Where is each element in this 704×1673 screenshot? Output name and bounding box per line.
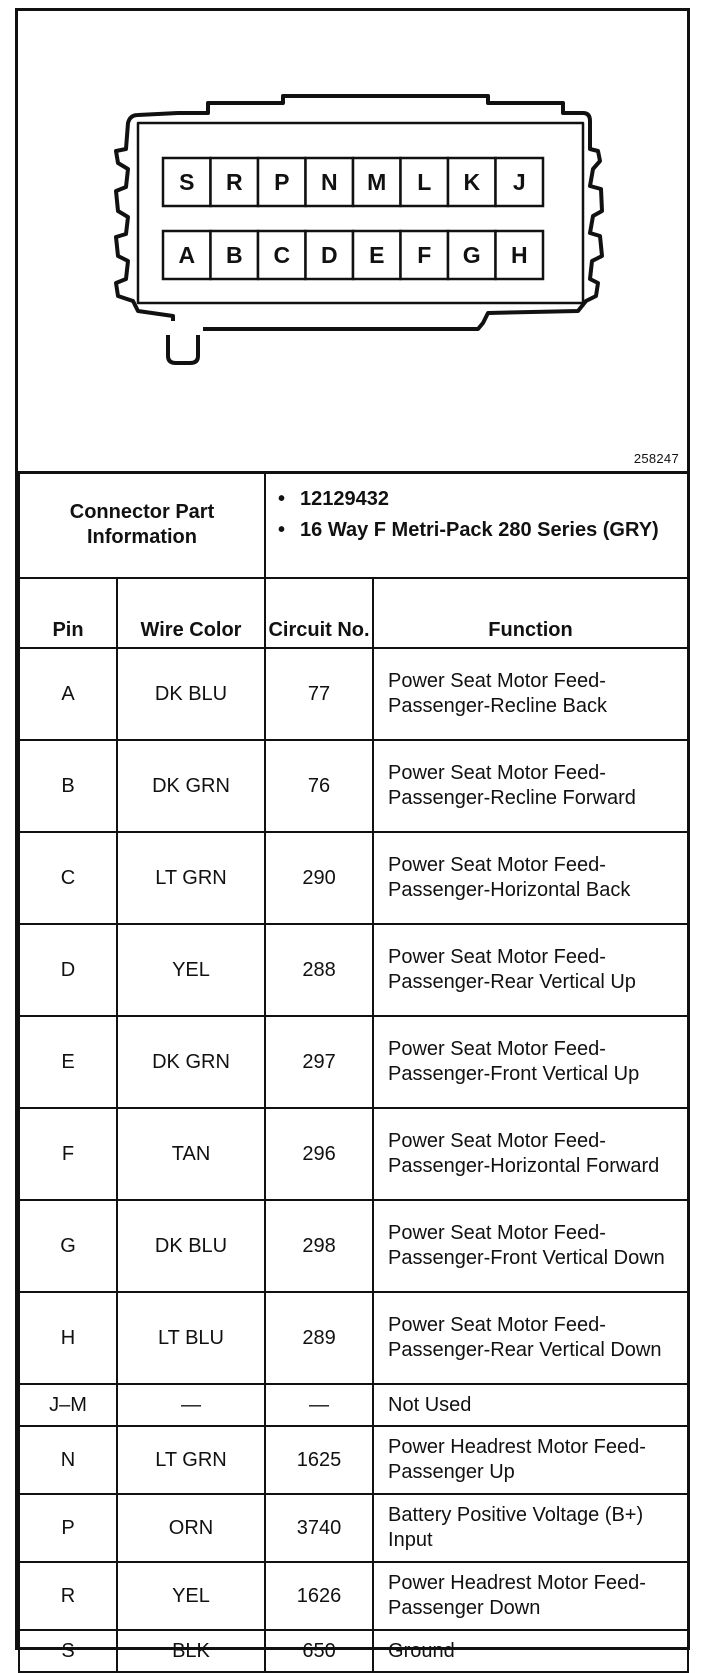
col-header-wire-color: Wire Color xyxy=(117,578,265,648)
function-cell: Power Seat Motor Feed-Passenger-Horizontal Back xyxy=(373,832,688,924)
table-row xyxy=(19,1384,688,1426)
wire-color-cell: DK BLU xyxy=(117,648,265,740)
pin-cavity-label: C xyxy=(273,242,291,268)
function-cell: Not Used xyxy=(373,1384,688,1426)
circuit-cell: 289 xyxy=(265,1292,373,1384)
circuit-cell: 3740 xyxy=(265,1494,373,1562)
pin-cell: H xyxy=(19,1292,117,1384)
pin-cavity-label: R xyxy=(225,169,243,195)
table-row xyxy=(19,740,688,832)
table-row xyxy=(19,1426,688,1494)
pin-cell: A xyxy=(19,648,117,740)
circuit-cell: 650 xyxy=(265,1630,373,1672)
part-info-row xyxy=(19,472,688,578)
pin-cavity-label: J xyxy=(512,169,526,195)
function-cell: Power Seat Motor Feed-Passenger-Recline Forward xyxy=(373,740,688,832)
part-number: • 12129432 xyxy=(300,487,679,512)
table-row xyxy=(19,1494,688,1562)
function-cell: Power Seat Motor Feed-Passenger-Front Vertical Down xyxy=(373,1200,688,1292)
function-cell: Ground xyxy=(373,1630,688,1672)
function-cell: Power Seat Motor Feed-Passenger-Front Vertical Up xyxy=(373,1016,688,1108)
pin-cavity-label: P xyxy=(274,169,290,195)
pinout-sheet xyxy=(15,8,690,1662)
pin-cell: B xyxy=(19,740,117,832)
pin-cell: F xyxy=(19,1108,117,1200)
pin-cavity-label: A xyxy=(178,242,196,268)
table-row xyxy=(19,1562,688,1630)
function-cell: Power Headrest Motor Feed-Passenger Down xyxy=(373,1562,688,1630)
wire-color-cell: DK BLU xyxy=(117,1200,265,1292)
wire-color-cell: DK GRN xyxy=(117,740,265,832)
wire-color-cell: ORN xyxy=(117,1494,265,1562)
wire-color-cell: YEL xyxy=(117,924,265,1016)
table-row xyxy=(19,1200,688,1292)
circuit-cell: 288 xyxy=(265,924,373,1016)
function-cell: Power Seat Motor Feed-Passenger-Horizontal Forward xyxy=(373,1108,688,1200)
table-row xyxy=(19,924,688,1016)
pin-cell: G xyxy=(19,1200,117,1292)
wire-color-cell: LT GRN xyxy=(117,832,265,924)
pin-cavity-label: S xyxy=(179,169,195,195)
figure-id: 258247 xyxy=(633,451,679,466)
connector-diagram xyxy=(18,11,687,474)
pinout-table-body xyxy=(19,472,688,1672)
wire-color-cell: LT BLU xyxy=(117,1292,265,1384)
wire-color-cell: DK GRN xyxy=(117,1016,265,1108)
wire-color-cell: TAN xyxy=(117,1108,265,1200)
circuit-cell: — xyxy=(265,1384,373,1426)
column-header-row xyxy=(19,578,688,648)
function-cell: Power Seat Motor Feed-Passenger-Rear Vertical Up xyxy=(373,924,688,1016)
pin-cavity-label: K xyxy=(463,169,481,195)
pin-cell: E xyxy=(19,1016,117,1108)
pin-grid xyxy=(163,158,543,279)
pin-cell: P xyxy=(19,1494,117,1562)
pin-cavity-label: E xyxy=(369,242,385,268)
connector-face-drawing xyxy=(18,11,687,471)
table-row xyxy=(19,1108,688,1200)
pin-cavity-label: L xyxy=(417,169,432,195)
part-info-details xyxy=(265,472,688,578)
table-row xyxy=(19,1292,688,1384)
pin-cavity-label: F xyxy=(417,242,432,268)
col-header-function: Function xyxy=(373,578,688,648)
table-row xyxy=(19,1016,688,1108)
circuit-cell: 296 xyxy=(265,1108,373,1200)
table-row xyxy=(19,832,688,924)
circuit-cell: 1625 xyxy=(265,1426,373,1494)
connector-housing-outline xyxy=(116,96,602,356)
circuit-cell: 1626 xyxy=(265,1562,373,1630)
pin-cell: J–M xyxy=(19,1384,117,1426)
function-cell: Power Seat Motor Feed-Passenger-Rear Vertical Down xyxy=(373,1292,688,1384)
pin-cell: S xyxy=(19,1630,117,1672)
part-description: • 16 Way F Metri-Pack 280 Series (GRY) xyxy=(300,518,679,543)
pin-cell: R xyxy=(19,1562,117,1630)
circuit-cell: 297 xyxy=(265,1016,373,1108)
pin-cell: D xyxy=(19,924,117,1016)
function-cell: Power Headrest Motor Feed-Passenger Up xyxy=(373,1426,688,1494)
circuit-cell: 298 xyxy=(265,1200,373,1292)
col-header-pin: Pin xyxy=(19,578,117,648)
col-header-circuit: Circuit No. xyxy=(265,578,373,648)
circuit-cell: 290 xyxy=(265,832,373,924)
pin-cavity-label: G xyxy=(462,242,481,268)
pin-cell: C xyxy=(19,832,117,924)
table-row xyxy=(19,648,688,740)
table-row xyxy=(19,1630,688,1672)
wire-color-cell: YEL xyxy=(117,1562,265,1630)
wire-color-cell: LT GRN xyxy=(117,1426,265,1494)
pin-cavity-label: M xyxy=(367,169,387,195)
function-cell: Battery Positive Voltage (B+) Input xyxy=(373,1494,688,1562)
wire-color-cell: — xyxy=(117,1384,265,1426)
pin-cavity-label: B xyxy=(225,242,243,268)
pin-cavity-label: H xyxy=(510,242,528,268)
circuit-cell: 76 xyxy=(265,740,373,832)
pin-cell: N xyxy=(19,1426,117,1494)
pin-cavity-label: N xyxy=(320,169,338,195)
pinout-table xyxy=(18,471,689,1673)
pin-cavity-label: D xyxy=(320,242,338,268)
wire-color-cell: BLK xyxy=(117,1630,265,1672)
circuit-cell: 77 xyxy=(265,648,373,740)
part-info-label: Connector Part Information xyxy=(19,472,265,578)
function-cell: Power Seat Motor Feed-Passenger-Recline Back xyxy=(373,648,688,740)
